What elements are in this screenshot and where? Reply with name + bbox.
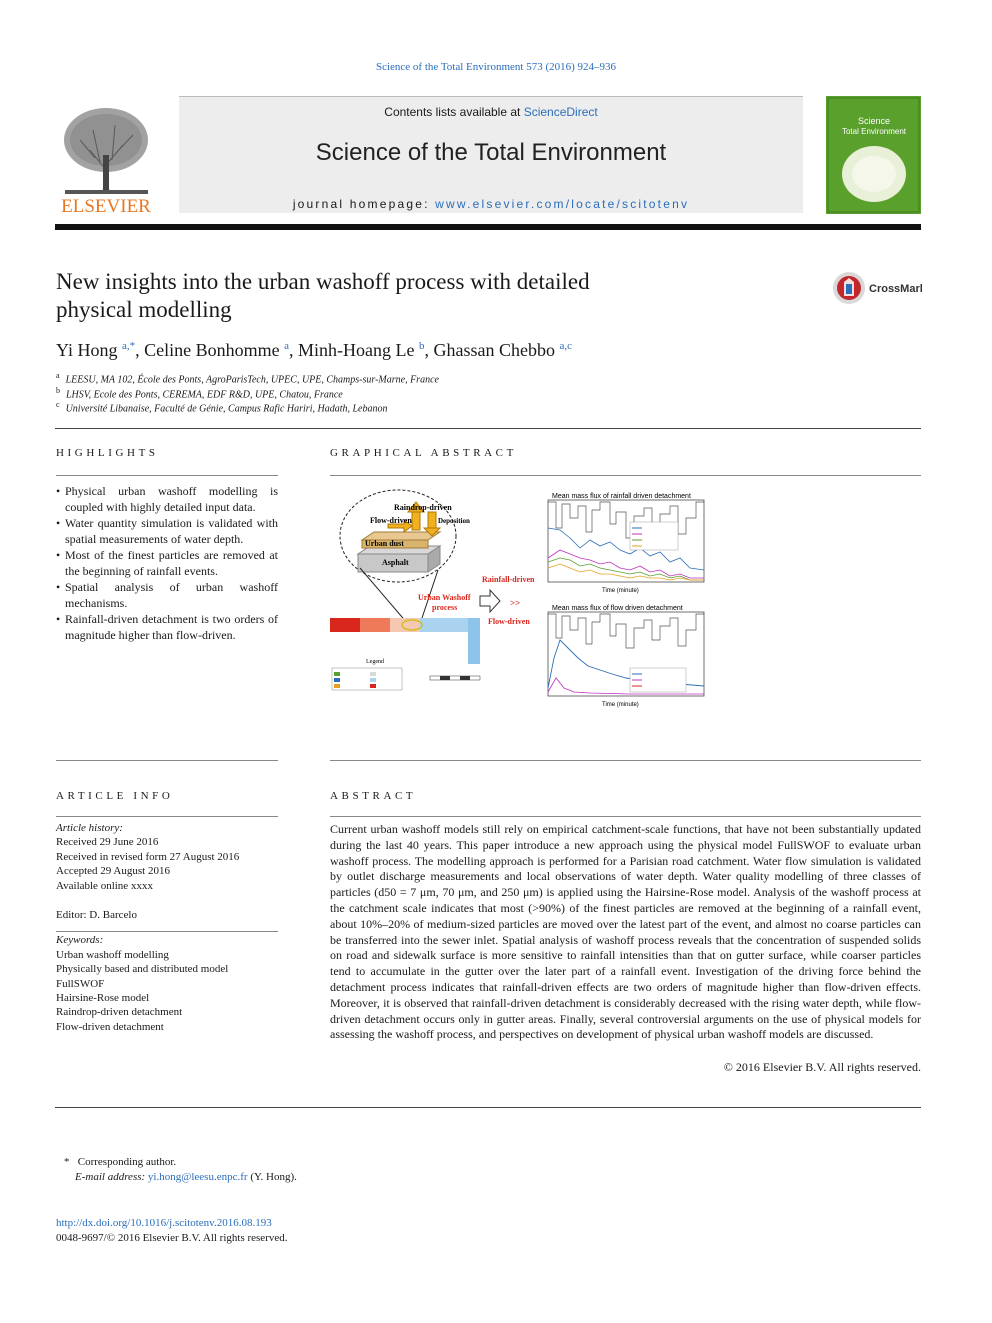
crossmark-badge[interactable] [832, 270, 922, 306]
info-top-rule [56, 760, 278, 761]
compare-symbol: >> [510, 598, 521, 608]
label-flow-driven: Flow-driven [370, 516, 412, 525]
homepage-link[interactable]: www.elsevier.com/locate/scitotenv [435, 197, 690, 211]
journal-title: Science of the Total Environment [315, 139, 667, 166]
doi-link[interactable]: http://dx.doi.org/10.1016/j.scitotenv.2016.08.193 [56, 1217, 272, 1229]
highlights-heading: HIGHLIGHTS [56, 447, 159, 459]
author-1[interactable]: Yi Hong $^{a,*}$ [56, 340, 136, 360]
email-link[interactable]: yi.hong@leesu.enpc.fr [147, 1171, 248, 1183]
keyword-item: FullSWOF [56, 977, 105, 990]
keywords-label: Keywords: [56, 931, 278, 947]
affiliation-a: $^a$ LEESU, MA 102, École des Ponts, AgroParisTech, UPEC, UPE, Champs-sur-Marne, France [56, 371, 439, 386]
graphical-abstract-svg [330, 488, 720, 710]
affiliation-c: $^c$ Université Libanaise, Faculté de Génie, Campus Rafic Hariri, Hadath, Lebanon [56, 400, 388, 415]
contents-prefix: Contents lists available at [384, 105, 524, 119]
footnote-star: * [64, 1156, 70, 1168]
keyword-item: Flow-driven detachment [56, 1020, 164, 1033]
bottom-plot-title: Mean mass flux of flow driven detachment [552, 605, 683, 612]
bottom-time-axis: Time (minute) [602, 702, 639, 708]
header-rule [55, 224, 921, 230]
email-suffix: (Y. Hong). [247, 1171, 297, 1183]
crossmark-icon [832, 270, 922, 306]
author-3[interactable]: Minh-Hoang Le $^b$ [298, 340, 425, 360]
elsevier-tree-icon [55, 100, 158, 215]
label-urban-dust: Urban dust [365, 539, 404, 548]
journal-reference[interactable]: Science of the Total Environment 573 (2016) 924–936 [375, 61, 617, 73]
author-2[interactable]: Celine Bonhomme $^a$ [144, 340, 290, 360]
crossmark-label: CrossMark [869, 283, 922, 295]
label-deposition: Deposition [438, 517, 470, 525]
article-info-rule [56, 816, 278, 817]
abstract-copyright: © 2016 Elsevier B.V. All rights reserved. [723, 1060, 921, 1074]
title-line-1: New insights into the urban washoff process with detailed [56, 269, 590, 294]
issn-line: 0048-9697/© 2016 Elsevier B.V. All rights reserved. [56, 1232, 288, 1244]
abstract-text: Current urban washoff models still rely on empirical catchment-scale functions, that have not been substantially updated during the last 40 years. This paper introduce a new approach using the physical model FullSWOF to evaluate urban washoff process. The modelling approach is performed for a Parisian road catchment. Water flow simulation is validated by outlet discharge measurements and local observations of water depth. Water quality modelling of three classes of particles (d50 = 7 μm, 70 μm, and 250 μm) is applied using the Hairsine-Rose model. Analysis of the washoff process at the catchment scale indicates that most (>90%) of the finest particles are removed at the beginning of a rainfall event, about 10%–20% of medium-sized particles are moved over the latest part of the event, and almost no coarse particles can be transferred into the sewer inlet. Spatial analysis of washoff process reveals that the concentration of suspended solids on road and sidewalk surface is more sensitive to rainfall intensities than that on gutter surface, while coarser particles tend to accumulate in the gutter over the later part of a rainfall event. Investigation of the driving force behind the detachment process indicates that rainfall-driven effects are two orders of magnitude higher than flow-driven effects. Moreover, it is observed that rainfall-driven detachment is considerably decreased with the rising water depth, while flow-driven detachment occurs only in gutter areas. Finally, several controversial arguments on the use of physical models for assessing the washoff process, and perspectives on development of physical urban washoff models are discussed. [330, 822, 921, 1042]
author-list: Yi Hong $^{a,*}$, Celine Bonhomme $^a$, Minh-Hoang Le $^b$, Ghassan Chebbo $^{a,c}$ [56, 340, 573, 360]
keyword-item: Hairsine-Rose model [56, 992, 150, 1005]
abstract-top-rule [330, 760, 921, 761]
graphical-abstract-rule [330, 475, 921, 476]
editor-line: Editor: D. Barcelo [56, 909, 137, 922]
highlight-item: • Most of the finest particles are removed at the beginning of rainfall events. [56, 547, 278, 579]
highlights-list [56, 483, 278, 643]
email-label: E-mail address: [75, 1171, 146, 1183]
footer-rule [55, 1107, 921, 1108]
keyword-item: Physically based and distributed model [56, 963, 229, 976]
article-info-heading: ARTICLE INFO [56, 790, 174, 802]
keyword-item: Urban washoff modelling [56, 948, 169, 961]
label-process: process [432, 603, 458, 612]
graphical-abstract-heading: GRAPHICAL ABSTRACT [330, 447, 517, 459]
elsevier-logo[interactable] [55, 100, 158, 215]
journal-cover-image [826, 96, 921, 214]
label-urban-washoff: Urban Washoff [418, 593, 471, 602]
abstract-heading: ABSTRACT [330, 790, 417, 802]
corresponding-label: Corresponding author. [77, 1156, 177, 1168]
title-line-2: physical modelling [56, 297, 232, 322]
highlights-rule [56, 475, 278, 476]
highlight-item: • Spatial analysis of urban washoff mechanisms. [56, 579, 278, 611]
arrow-to-plots [480, 590, 500, 612]
highlight-item: • Physical urban washoff modelling is coupled with highly detailed input data. [56, 483, 278, 515]
history-accepted: Accepted 29 August 2016 [56, 865, 170, 878]
article-info [56, 821, 278, 1034]
contents-line [179, 105, 803, 119]
graphical-abstract-figure[interactable] [330, 488, 720, 710]
history-received: Received 29 June 2016 [56, 836, 159, 849]
highlight-item: • Water quantity simulation is validated with spatial measurements of water depth. [56, 515, 278, 547]
keyword-item: Raindrop-driven detachment [56, 1006, 183, 1019]
article-title [56, 268, 776, 324]
author-4[interactable]: Ghassan Chebbo $^{a,c}$ [433, 340, 573, 360]
journal-banner [179, 96, 803, 213]
corresponding-footnote [64, 1155, 297, 1185]
abstract-rule [330, 816, 921, 817]
top-time-axis: Time (minute) [602, 588, 639, 594]
label-asphalt: Asphalt [382, 558, 409, 567]
history-online: Available online xxxx [56, 879, 153, 892]
sciencedirect-link[interactable]: ScienceDirect [523, 105, 598, 119]
affiliation-b: $^b$ LHSV, Ecole des Ponts, CEREMA, EDF R&D, UPE, Chatou, France [56, 386, 343, 401]
homepage-prefix: journal homepage: [292, 197, 436, 211]
journal-cover[interactable] [826, 96, 921, 214]
label-rainfall-driven: Rainfall-driven [482, 575, 535, 584]
label-raindrop: Raindrop-driven [394, 503, 452, 512]
highlight-item: • Rainfall-driven detachment is two orders of magnitude higher than flow-driven. [56, 611, 278, 643]
history-label: Article history: [56, 822, 123, 834]
elsevier-wordmark: ELSEVIER [61, 196, 151, 215]
homepage-line [179, 197, 803, 211]
doi-block [56, 1216, 288, 1246]
cover-title-2: Total Environment [841, 127, 907, 136]
history-revised: Received in revised form 27 August 2016 [56, 850, 240, 863]
section-rule [55, 428, 921, 429]
top-plot-title: Mean mass flux of rainfall driven detachment [552, 493, 691, 500]
legend-label: Legend [366, 659, 384, 665]
label-flow-driven-red: Flow-driven [488, 617, 530, 626]
cover-title-1: Science [857, 116, 891, 126]
